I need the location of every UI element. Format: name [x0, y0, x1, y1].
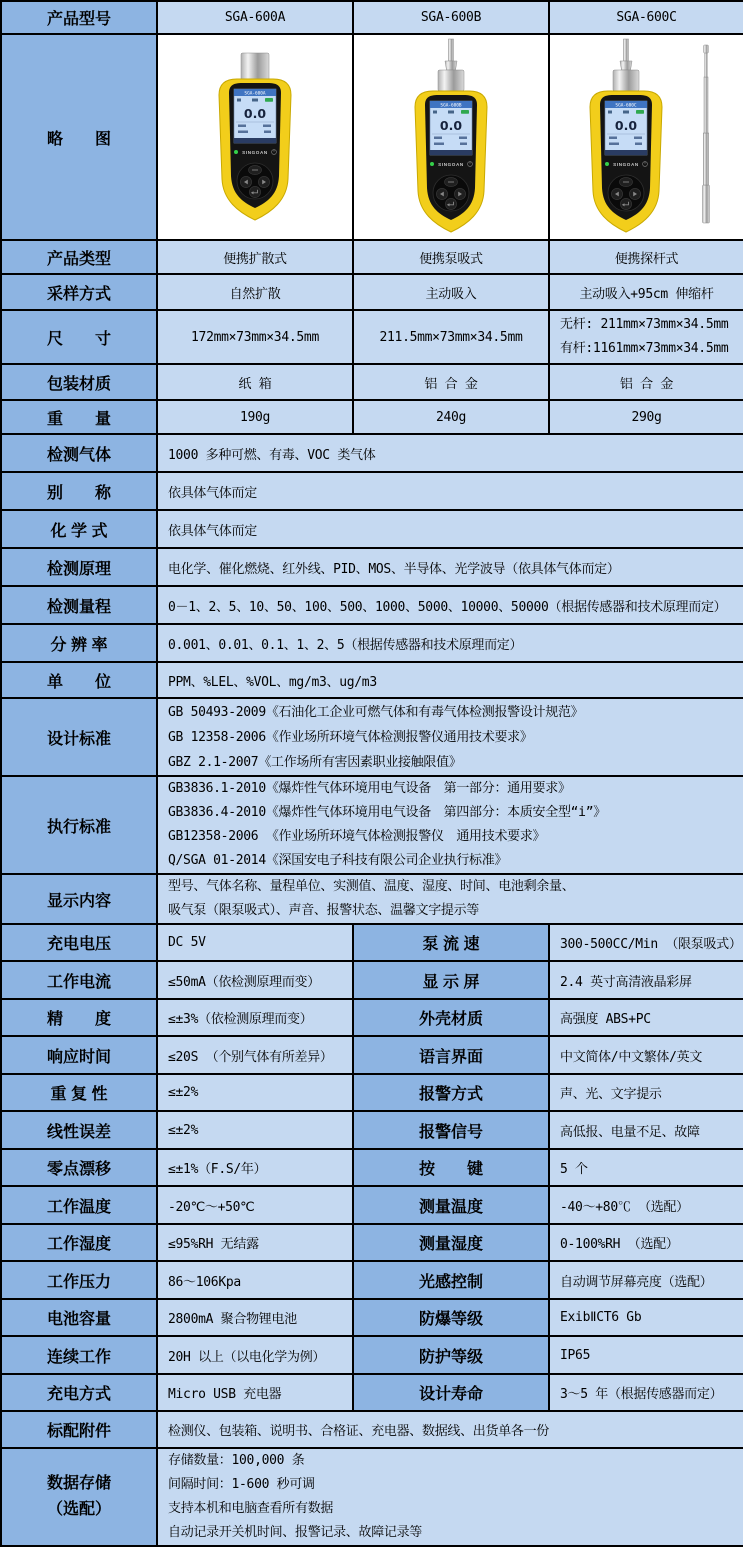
speaker-icon — [433, 111, 437, 114]
fan-icon — [623, 111, 629, 114]
spec-multiline-value-line: GB3836.4-2010《爆炸性气体环境用电气设备 第四部分：本质安全型“i”》 — [168, 805, 606, 820]
sensor-cap — [241, 53, 269, 80]
spec-value: IP65 — [549, 1336, 743, 1374]
sensor-cap — [438, 70, 464, 91]
spec-multiline-value — [157, 874, 743, 924]
spec-multiline-value-line: GBZ 2.1-2007《工作场所有害因素职业接触限值》 — [168, 754, 462, 770]
spec-value: PPM、%LEL、%VOL、mg/m3、ug/m3 — [157, 662, 743, 698]
row-label: 工作温度 — [1, 1186, 157, 1224]
spec-value: 高低报、电量不足、故障 — [549, 1111, 743, 1149]
row-label: 检测气体 — [1, 434, 157, 472]
spec-value: 1000 多种可燃、有毒、VOC 类气体 — [157, 434, 743, 472]
spec-value: 自然扩散 — [157, 274, 353, 310]
spec-value: 172mm×73mm×34.5mm — [157, 310, 353, 364]
row-label: 尺 寸 — [1, 310, 157, 364]
spec-value: 5 个 — [549, 1149, 743, 1186]
row-label: 检测原理 — [1, 548, 157, 586]
spec-value: ExibⅡCT6 Gb — [549, 1299, 743, 1336]
row-label: 测量温度 — [353, 1186, 549, 1224]
row-label: 包装材质 — [1, 364, 157, 400]
row-label: 零点漂移 — [1, 1149, 157, 1186]
spec-multiline-value-line: GB3836.1-2010《爆炸性气体环境用电气设备 第一部分：通用要求》 — [168, 781, 571, 796]
table-row — [1, 1261, 743, 1299]
table-row — [1, 1074, 743, 1111]
row-label: 采样方式 — [1, 274, 157, 310]
dimension-cell-line: 有杆:1161mm×73mm×34.5mm — [560, 341, 729, 356]
sketch-row-label: 略 图 — [1, 34, 157, 240]
accessories-row-label: 标配附件 — [1, 1411, 157, 1448]
status-led — [430, 162, 434, 166]
speaker-icon — [608, 111, 612, 114]
row-label: 充电方式 — [1, 1374, 157, 1411]
row-label: 重 复 性 — [1, 1074, 157, 1111]
table-row — [1, 698, 743, 776]
spec-value: -20℃～+50℃ — [157, 1186, 353, 1224]
product-model-header-label: 产品型号 — [1, 1, 157, 34]
device-photo-sga-600b — [353, 34, 549, 240]
screen-model-text: SGA-600A — [244, 91, 266, 97]
table-row — [1, 1, 743, 34]
brand-logo-text: SINGOAN — [242, 150, 268, 155]
row-label: 语言界面 — [353, 1036, 549, 1074]
device-photo-sga-600c — [549, 34, 743, 240]
spec-value: 依具体气体而定 — [157, 510, 743, 548]
spec-multiline-value-line: Q/SGA 01-2014《深国安电子科技有限公司企业执行标准》 — [168, 853, 508, 868]
row-label: 工作压力 — [1, 1261, 157, 1299]
row-label: 化 学 式 — [1, 510, 157, 548]
spec-value: 高强度 ABS+PC — [549, 999, 743, 1036]
row-label: 分 辨 率 — [1, 624, 157, 662]
spec-value: 2.4 英寸高清液晶彩屏 — [549, 961, 743, 999]
device-illustration-sga-600a — [162, 37, 348, 237]
spec-value: 主动吸入 — [353, 274, 549, 310]
storage-details-line: 间隔时间：1-600 秒可调 — [168, 1477, 315, 1492]
enter-button — [445, 198, 456, 209]
device-illustration-sga-600c — [554, 37, 740, 237]
table-row — [1, 662, 743, 698]
table-row — [1, 1186, 743, 1224]
spec-value: 便携扩散式 — [157, 240, 353, 274]
spec-value: ≤±2% — [157, 1111, 353, 1149]
table-row — [1, 1411, 743, 1448]
sensor-cap — [613, 70, 639, 91]
storage-details-line: 存储数量：100,000 条 — [168, 1453, 305, 1468]
storage-row-label-line: 数据存储 — [46, 1475, 111, 1492]
table-row — [1, 961, 743, 999]
status-led — [234, 150, 238, 154]
spec-value: -40～+80℃ （选配） — [549, 1186, 743, 1224]
table-row — [1, 1448, 743, 1546]
model-name-c: SGA-600C — [549, 1, 743, 34]
storage-details-line: 支持本机和电脑查看所有数据 — [168, 1501, 334, 1516]
spec-multiline-value-line: GB12358-2006 《作业场所环境气体检测报警仪 通用技术要求》 — [168, 829, 546, 844]
spec-value: 便携泵吸式 — [353, 240, 549, 274]
screen-reading: 0.0 — [243, 106, 267, 121]
brand-logo-text: SINGOAN — [438, 162, 464, 167]
spec-multiline-value-line: 吸气泵（限泵吸式）、声音、报警状态、温馨文字提示等 — [168, 903, 480, 918]
dimension-cell — [549, 310, 743, 364]
spec-multiline-value — [157, 698, 743, 776]
status-led — [605, 162, 609, 166]
row-label: 充电电压 — [1, 924, 157, 961]
row-label: 电池容量 — [1, 1299, 157, 1336]
battery-icon — [461, 110, 469, 114]
row-label: 设计标准 — [1, 698, 157, 776]
row-label: 按 键 — [353, 1149, 549, 1186]
table-row — [1, 1224, 743, 1261]
spec-multiline-value-line: GB 50493-2009《石油化工企业可燃气体和有毒气体检测报警设计规范》 — [168, 704, 584, 720]
battery-icon — [265, 98, 273, 102]
spec-multiline-value-line: 型号、气体名称、量程单位、实测值、温度、湿度、时间、电池剩余量、 — [168, 879, 575, 894]
table-row — [1, 310, 743, 364]
row-label: 光感控制 — [353, 1261, 549, 1299]
row-label: 显示内容 — [1, 874, 157, 924]
table-row — [1, 1149, 743, 1186]
table-row — [1, 924, 743, 961]
table-row — [1, 1036, 743, 1074]
table-row — [1, 999, 743, 1036]
model-name-b: SGA-600B — [353, 1, 549, 34]
table-row — [1, 1374, 743, 1411]
spec-value: 纸 箱 — [157, 364, 353, 400]
dimension-cell-line: 无杆: 211mm×73mm×34.5mm — [560, 317, 729, 332]
model-name-a: SGA-600A — [157, 1, 353, 34]
spec-multiline-value-line: GB 12358-2006《作业场所环境气体检测报警仪通用技术要求》 — [168, 729, 533, 745]
row-label: 产品类型 — [1, 240, 157, 274]
storage-details-line: 自动记录开关机时间、报警记录、故障记录等 — [168, 1525, 423, 1540]
row-label: 测量湿度 — [353, 1224, 549, 1261]
table-row — [1, 434, 743, 472]
row-label: 报警方式 — [353, 1074, 549, 1111]
table-row — [1, 624, 743, 662]
spec-value: 0.001、0.01、0.1、1、2、5（根据传感器和技术原理而定） — [157, 624, 743, 662]
spec-value: 2800mA 聚合物锂电池 — [157, 1299, 353, 1336]
speaker-icon — [237, 99, 241, 102]
spec-value: 铝 合 金 — [353, 364, 549, 400]
row-label: 别 称 — [1, 472, 157, 510]
spec-value: ≤±1%（F.S/年） — [157, 1149, 353, 1186]
device-photo-sga-600a — [157, 34, 353, 240]
row-label: 工作湿度 — [1, 1224, 157, 1261]
row-label: 设计寿命 — [353, 1374, 549, 1411]
table-row — [1, 1111, 743, 1149]
table-row — [1, 586, 743, 624]
probe-tube — [449, 39, 454, 61]
row-label: 重 量 — [1, 400, 157, 434]
spec-value: 3～5 年（根据传感器而定） — [549, 1374, 743, 1411]
telescopic-rod — [702, 45, 709, 223]
table-row — [1, 364, 743, 400]
fan-icon — [448, 111, 454, 114]
spec-value: 86～106Kpa — [157, 1261, 353, 1299]
row-label: 报警信号 — [353, 1111, 549, 1149]
row-label: 检测量程 — [1, 586, 157, 624]
table-row — [1, 874, 743, 924]
spec-value: Micro USB 充电器 — [157, 1374, 353, 1411]
table-row — [1, 400, 743, 434]
table-row — [1, 472, 743, 510]
row-label: 单 位 — [1, 662, 157, 698]
spec-value: 290g — [549, 400, 743, 434]
storage-details — [157, 1448, 743, 1546]
spec-value: ≤±3%（依检测原理而变） — [157, 999, 353, 1036]
spec-value: 自动调节屏幕亮度（选配） — [549, 1261, 743, 1299]
row-label: 响应时间 — [1, 1036, 157, 1074]
spec-value: 20H 以上（以电化学为例） — [157, 1336, 353, 1374]
spec-value: 中文简体/中文繁体/英文 — [549, 1036, 743, 1074]
spec-value: 211.5mm×73mm×34.5mm — [353, 310, 549, 364]
row-label: 连续工作 — [1, 1336, 157, 1374]
table-row — [1, 776, 743, 874]
row-label: 防护等级 — [353, 1336, 549, 1374]
spec-value: 电化学、催化燃烧、红外线、PID、MOS、半导体、光学波导（依具体气体而定） — [157, 548, 743, 586]
row-label: 显 示 屏 — [353, 961, 549, 999]
row-label: 泵 流 速 — [353, 924, 549, 961]
row-label: 外壳材质 — [353, 999, 549, 1036]
table-row — [1, 34, 743, 240]
table-row — [1, 240, 743, 274]
row-label: 防爆等级 — [353, 1299, 549, 1336]
spec-value: 190g — [157, 400, 353, 434]
spec-value: 240g — [353, 400, 549, 434]
spec-value: 300-500CC/Min （限泵吸式） — [549, 924, 743, 961]
row-label: 精 度 — [1, 999, 157, 1036]
table-row — [1, 1336, 743, 1374]
screen-model-text: SGA-600C — [614, 103, 637, 109]
spec-value: 0－1、2、5、10、50、100、500、1000、5000、10000、50000（根据传感器和技术原理而定） — [157, 586, 743, 624]
table-row — [1, 548, 743, 586]
spec-value: DC 5V — [157, 924, 353, 961]
row-label: 线性误差 — [1, 1111, 157, 1149]
table-row — [1, 274, 743, 310]
fan-icon — [252, 99, 258, 102]
spec-value: ≤20S （个别气体有所差异） — [157, 1036, 353, 1074]
spec-value: 声、光、文字提示 — [549, 1074, 743, 1111]
brand-logo-text: SINGOAN — [612, 162, 639, 167]
spec-value: 主动吸入+95cm 伸缩杆 — [549, 274, 743, 310]
row-label: 工作电流 — [1, 961, 157, 999]
spec-value: 0-100%RH （选配） — [549, 1224, 743, 1261]
spec-value: 依具体气体而定 — [157, 472, 743, 510]
screen-reading: 0.0 — [439, 118, 463, 133]
storage-row-label-line: （选配） — [46, 1501, 111, 1518]
table-row — [1, 510, 743, 548]
device-illustration-sga-600b — [358, 37, 544, 237]
screen-reading: 0.0 — [614, 118, 637, 133]
spec-value: 铝 合 金 — [549, 364, 743, 400]
enter-button — [620, 198, 631, 209]
spec-value: ≤±2% — [157, 1074, 353, 1111]
probe-tube — [623, 39, 628, 61]
storage-row-label — [1, 1448, 157, 1546]
screen-model-text: SGA-600B — [440, 103, 462, 109]
table-row — [1, 1299, 743, 1336]
spec-value: 便携探杆式 — [549, 240, 743, 274]
spec-value: ≤50mA（依检测原理而变） — [157, 961, 353, 999]
enter-button — [249, 186, 260, 197]
spec-value: ≤95%RH 无结露 — [157, 1224, 353, 1261]
spec-table-body — [1, 1, 743, 1546]
spec-multiline-value — [157, 776, 743, 874]
battery-icon — [636, 110, 644, 114]
row-label: 执行标准 — [1, 776, 157, 874]
accessories-value: 检测仪、包装箱、说明书、合格证、充电器、数据线、出货单各一份 — [157, 1411, 743, 1448]
